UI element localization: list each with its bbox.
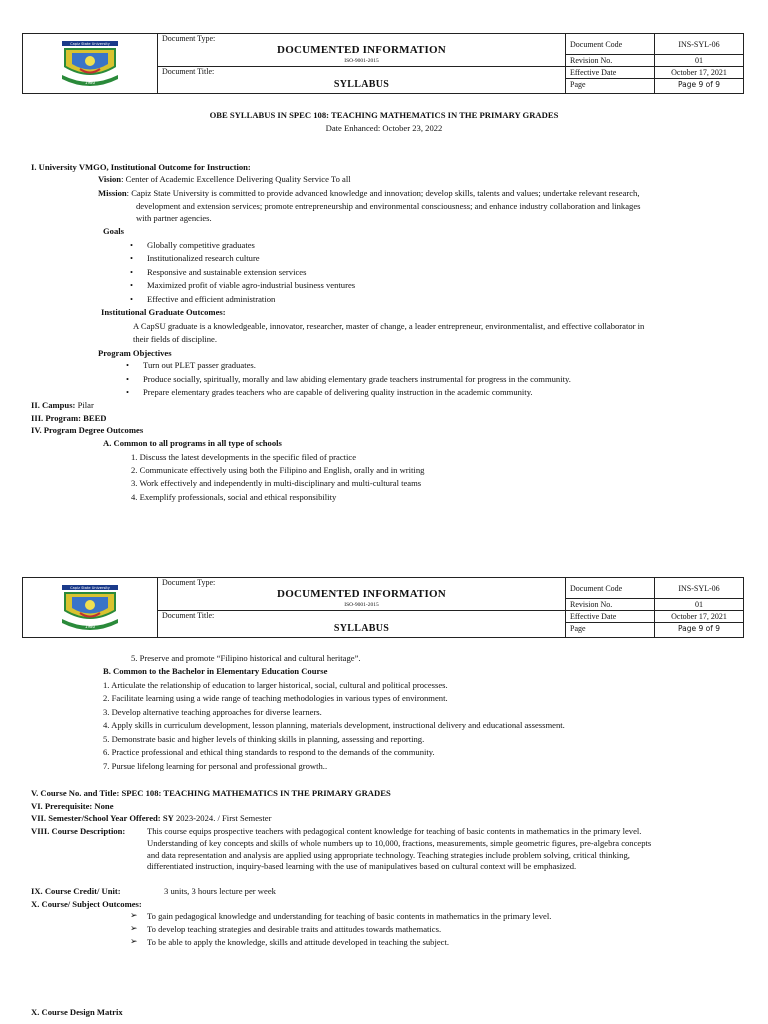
outcome-b-item: 5. Demonstrate basic and higher levels of thinking skills in planning, assessing and reporting. [103, 734, 425, 744]
program-objectives-label: Program Objectives [98, 348, 172, 358]
iso-label: ISO-9001-2015 [344, 602, 379, 608]
rev-label: Revision No. [566, 55, 655, 67]
page-value: Page 9 of 9 [655, 79, 744, 94]
igo-text-2: their fields of discipline. [133, 334, 218, 344]
outcome-a-item: 1. Discuss the latest developments in the specific filed of practice [131, 452, 357, 462]
semester-value: 2023-2024. / First Semester [173, 813, 272, 823]
section-1-heading: I. University VMGO, Institutional Outcome for Instruction: [31, 162, 251, 172]
university-seal-logo [58, 39, 122, 87]
description-text: differentiated instruction, inquiry-based learning with the use of manipulatives based on cultural context will be emphasized. [147, 861, 577, 871]
goal-item: • Maximized profit of viable agro-industrial business ventures [147, 280, 355, 291]
campus-label: II. Campus: [31, 400, 76, 410]
outcome-b-item: 2. Facilitate learning using a wide range of teaching methodologies in various types of environment. [103, 693, 448, 703]
description-text: Understanding of key concepts and skills of whole numbers up to 10,000, fractions, measurements, simple geometric figures, pre-algebra concepts [147, 838, 652, 848]
igo-text-1: A CapSU graduate is a knowledgeable, innovator, researcher, master of change, a leader entrepreneur, environmentalist, and effective collaborator in [133, 321, 645, 331]
doc-info-title: DOCUMENTED INFORMATION [277, 44, 446, 56]
semester-label: VII. Semester/School Year Offered: SY [31, 813, 174, 823]
description-text: and data representation and analysis are applied using appropriate technology. Teaching strategies include problem solving, critical thinking, [147, 850, 630, 860]
syllabus-title: SYLLABUS [333, 623, 390, 634]
credit-value: 3 units, 3 hours lecture per week [164, 886, 276, 896]
code-value: INS-SYL-06 [655, 34, 744, 55]
common-b-heading: B. Common to the Bachelor in Elementary Education Course [103, 666, 328, 676]
page-label: Page [566, 623, 655, 638]
doc-type-label: Document Type: [162, 578, 216, 587]
rev-value: 01 [655, 55, 744, 67]
svg-text:Capiz State University: Capiz State University [70, 41, 110, 46]
igo-label: Institutional Graduate Outcomes: [101, 307, 226, 317]
document-header [22, 577, 744, 638]
semester-line [31, 813, 271, 824]
doc-info-title: DOCUMENTED INFORMATION [277, 588, 446, 600]
eff-value: October 17, 2021 [655, 67, 744, 79]
common-a-heading: A. Common to all programs in all type of schools [103, 438, 282, 448]
subject-outcome-item: ➢ To develop teaching strategies and desirable traits and attitudes towards mathematics. [147, 924, 441, 935]
program-objective-item: • Produce socially, spiritually, morally and law abiding elementary grade teachers instrumental for progress in the community. [143, 374, 571, 385]
mission-text-1: : Capiz State University is committed to provide advanced knowledge and innovation; develop skills, talents and values; undertake relevant research, [126, 188, 640, 198]
eff-value: October 17, 2021 [655, 611, 744, 623]
pdo-heading: IV. Program Degree Outcomes [31, 425, 144, 435]
outcome-b-item: 4. Apply skills in curriculum development, lesson planning, materials development, instructional delivery and educational assessment. [103, 720, 565, 730]
outcome-b-item: 7. Pursue lifelong learning for personal and professional growth.. [103, 761, 328, 771]
doc-type-cell [158, 578, 566, 611]
subject-outcome-item: ➢ To gain pedagogical knowledge and understanding for teaching of basic contents in mathematics in the primary level. [147, 911, 551, 922]
goals-label: Goals [103, 226, 125, 236]
design-matrix-heading: X. Course Design Matrix [31, 1007, 123, 1017]
vision-text: : Center of Academic Excellence Delivering Quality Service To all [121, 174, 351, 184]
page-value: Page 9 of 9 [655, 623, 744, 638]
rev-value: 01 [655, 599, 744, 611]
vision-line [98, 174, 351, 185]
program-objective-item: • Prepare elementary grades teachers who are capable of delivering quality instruction in the academic community. [143, 387, 533, 398]
vision-label: Vision [98, 174, 122, 184]
outcome-a-item: 2. Communicate effectively using both the Filipino and English, orally and in writing [131, 465, 425, 475]
svg-text:Capiz State University: Capiz State University [70, 585, 110, 590]
logo-cell [23, 578, 158, 638]
mission-text-2: development and extension services; promote entrepreneurship and environmental consciousness; and enhance industry collaboration and linkages [136, 201, 641, 211]
doc-title-label: Document Title: [162, 67, 215, 76]
goal-item: • Globally competitive graduates [147, 240, 255, 251]
doc-type-label: Document Type: [162, 34, 216, 43]
code-value: INS-SYL-06 [655, 578, 744, 599]
iso-label: ISO-9001-2015 [344, 58, 379, 64]
credit-label: IX. Course Credit/ Unit: [31, 886, 121, 896]
doc-type-cell [158, 34, 566, 67]
date-enhanced: Date Enhanced: October 23, 2022 [325, 123, 443, 133]
outcome-a-item: 4. Exemplify professionals, social and ethical responsibility [131, 492, 337, 502]
outcome-b-item: 6. Practice professional and ethical thing standards to respond to the demands of the community. [103, 747, 435, 757]
goal-item: • Institutionalized research culture [147, 253, 260, 264]
subject-outcomes-label: X. Course/ Subject Outcomes: [31, 899, 142, 909]
logo-cell [23, 34, 158, 94]
course-title-line: V. Course No. and Title: SPEC 108: TEACHING MATHEMATICS IN THE PRIMARY GRADES [31, 788, 391, 798]
eff-label: Effective Date [566, 611, 655, 623]
subject-outcome-item: ➢ To be able to apply the knowledge, skills and attitude developed in teaching the subject. [147, 937, 449, 948]
code-label: Document Code [566, 578, 655, 599]
eff-label: Effective Date [566, 67, 655, 79]
mission-line [98, 188, 640, 199]
outcome-a-item: 3. Work effectively and independently in multi-disciplinary and multi-cultural teams [131, 478, 422, 488]
doc-title-cell [158, 611, 566, 638]
svg-text:1980: 1980 [84, 623, 96, 629]
rev-label: Revision No. [566, 599, 655, 611]
goal-item: • Responsive and sustainable extension services [147, 267, 306, 278]
program-objective-item: • Turn out PLET passer graduates. [143, 360, 256, 371]
description-label: VIII. Course Description: [31, 826, 126, 836]
mission-text-3: with partner agencies. [136, 213, 212, 223]
syllabus-title: SYLLABUS [333, 79, 390, 90]
prerequisite-line: VI. Prerequisite: None [31, 801, 114, 811]
goal-item: • Effective and efficient administration [147, 294, 275, 305]
document-header [22, 33, 744, 94]
campus-line [31, 400, 94, 411]
outcome-b-item: 3. Develop alternative teaching approaches for diverse learners. [103, 707, 322, 717]
syllabus-heading: OBE SYLLABUS IN SPEC 108: TEACHING MATHEMATICS IN THE PRIMARY GRADES [209, 110, 559, 120]
doc-title-cell [158, 67, 566, 94]
code-label: Document Code [566, 34, 655, 55]
campus-value: Pilar [75, 400, 94, 410]
outcome-b-item: 1. Articulate the relationship of education to larger historical, social, cultural and political processes. [103, 680, 448, 690]
description-text: This course equips prospective teachers with pedagogical content knowledge for teaching of basic contents in mathematics in the primary level. [147, 826, 642, 836]
university-seal-logo [58, 583, 122, 631]
mission-label: Mission [98, 188, 127, 198]
doc-title-label: Document Title: [162, 611, 215, 620]
outcome-a-item: 5. Preserve and promote “Filipino historical and cultural heritage”. [131, 653, 361, 663]
svg-text:1980: 1980 [84, 79, 96, 85]
program-line: III. Program: BEED [31, 413, 107, 423]
page-label: Page [566, 79, 655, 94]
